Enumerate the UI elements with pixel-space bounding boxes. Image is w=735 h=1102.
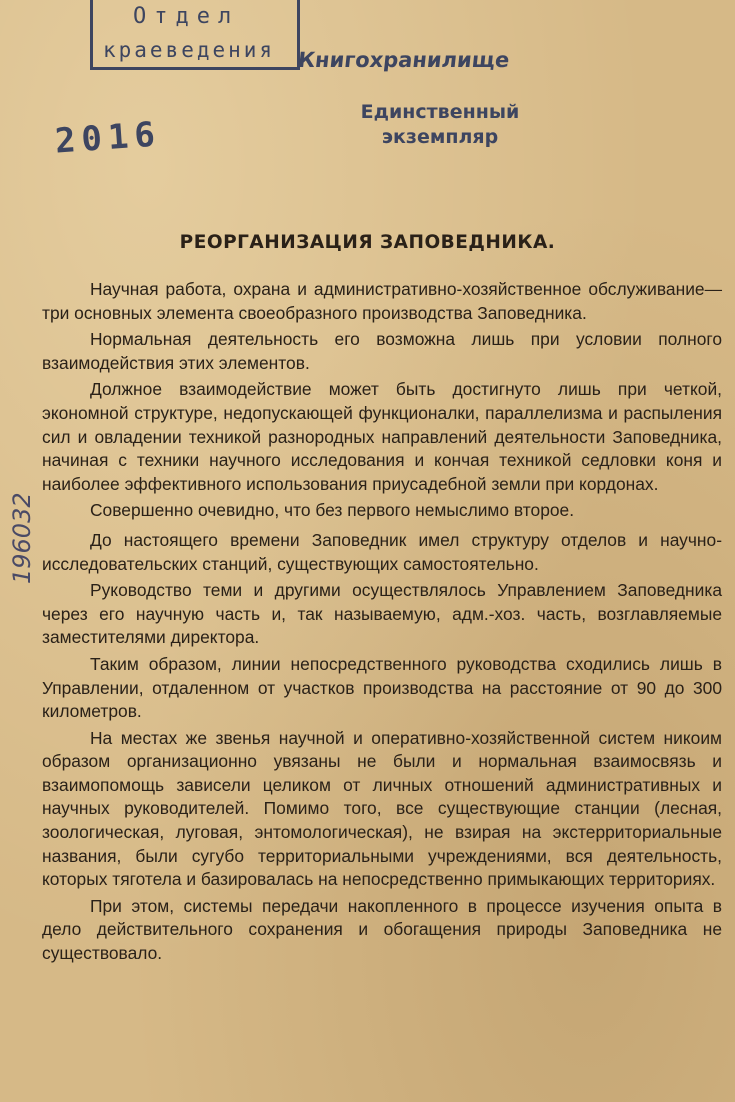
document-body (42, 278, 722, 969)
paragraph: Совершенно очевидно, что без первого немыслимо второе. (90, 500, 575, 521)
department-stamp-line2: краеведения (103, 38, 276, 62)
paragraph: Руководство теми и другими осуществлялось Управлением Заповедника через его научную часть и, так называемую, адм.-хоз. часть, возглавляемые заместителями директора. (42, 580, 722, 648)
document-title: РЕОРГАНИЗАЦИЯ ЗАПОВЕДНИКА. (179, 232, 556, 253)
paragraph: Нормальная деятельность его возможна лишь при условии полного взаимодействия этих элементов. (42, 329, 722, 373)
paragraph: Научная работа, охрана и административно-хозяйственное обслуживание—три основных элемента своеобразного производства Заповедника. (42, 279, 722, 323)
margin-handwritten-number: 196032 (8, 492, 36, 584)
department-stamp (90, 0, 300, 70)
inventory-number: 2016 (53, 114, 163, 162)
unique-copy-stamp (350, 100, 530, 150)
unique-copy-line2: экземпляр (381, 126, 499, 148)
paragraph: До настоящего времени Заповедник имел структуру отделов и научно-исследовательских станций, существующих самостоятельно. (42, 529, 722, 574)
department-stamp-line1: Отдел (133, 4, 240, 29)
paragraph: Должное взаимодействие может быть достигнуто лишь при четкой, экономной структуре, недопускающей функционалки, параллелизма и распыления сил и овладении техникой разнородных направлений деятельности Заповедника, начиная с техники научного исследования и кончая техникой седловки коня и наиболее эффективного использования приусадебной земли при кордонах. (42, 379, 722, 494)
unique-copy-line1: Единственный (360, 101, 520, 123)
paragraph: При этом, системы передачи накопленного в процессе изучения опыта в дело действительного сохранения и обогащения природы Заповедника не существовало. (42, 895, 722, 964)
paragraph: Таким образом, линии непосредственного руководства сходились лишь в Управлении, отдаленном от участков производства на расстояние от 90 до 300 километров. (42, 653, 722, 722)
book-storage-stamp: Книгохранилище (296, 48, 511, 72)
paragraph: На местах же звенья научной и оперативно-хозяйственной систем никоим образом организационно увязаны не были и нормальная взаимосвязь и взаимопомощь зависели целиком от личных отношений административных и научных руководителей. Помимо того, все существующие станции (лесная, зоологическая, луговая, энтомологическая), не взирая на экстерриториальные названия, были сугубо территориальными учреждениями, вся деятельность, которых тяготела и базировалась на непосредственно примыкающих территориях. (42, 727, 722, 890)
